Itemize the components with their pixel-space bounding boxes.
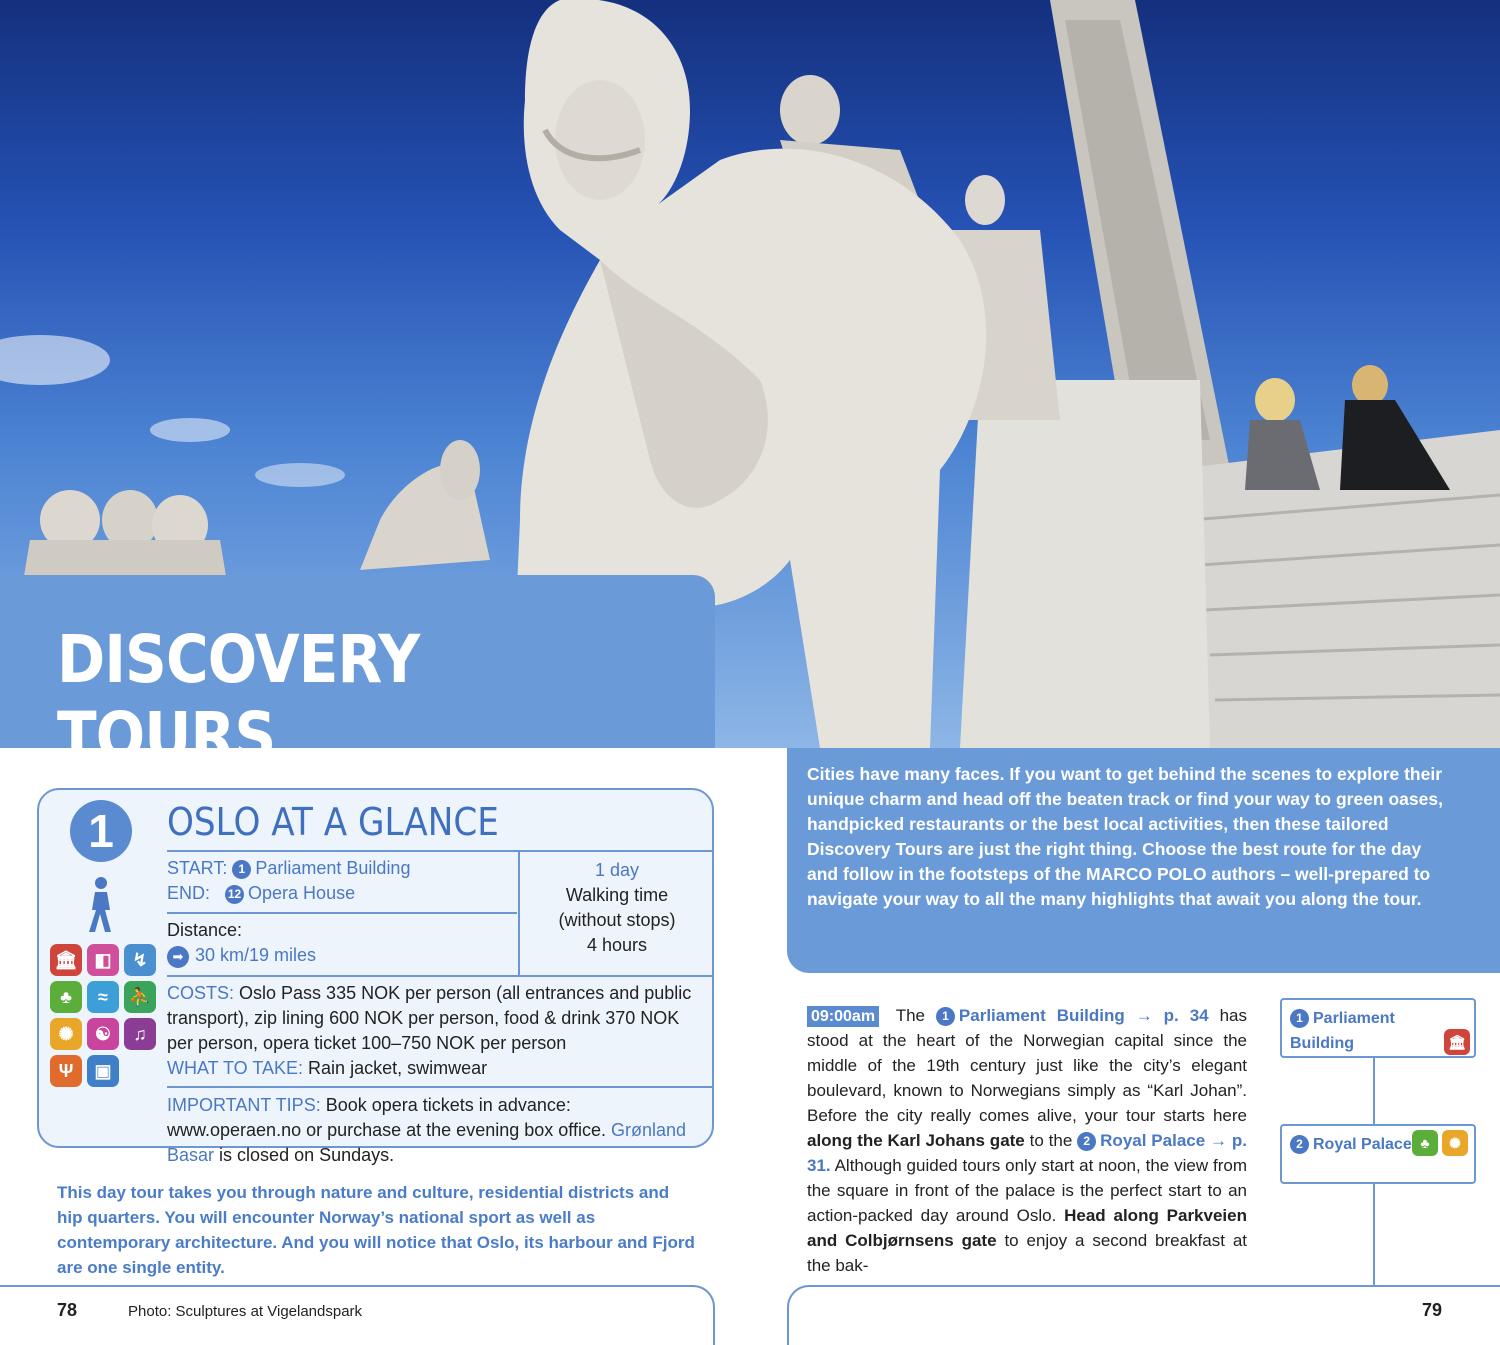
- tips-link[interactable]: Grønland Basar: [167, 1120, 687, 1165]
- route-stop-1: [1280, 998, 1476, 1058]
- start-value: Parliament Building: [255, 858, 411, 878]
- music-icon: ♫: [124, 1018, 156, 1050]
- sightseeing-icon: ✺: [1442, 1130, 1468, 1156]
- stop-number: 1: [936, 1007, 955, 1026]
- body-text: Although guided tours only start at noon, the view from the square in front of the palace is the perfect start to an action-packed day around Oslo.: [807, 1156, 1247, 1225]
- wellness-icon: ☯: [87, 1018, 119, 1050]
- costs-row: [167, 981, 707, 1056]
- divider: [167, 912, 517, 914]
- route-stop-number: 1: [1290, 1009, 1309, 1028]
- page-ref[interactable]: → p. 34: [1135, 1006, 1209, 1025]
- route-line: [1373, 1058, 1375, 1124]
- tour-info-box: [37, 788, 714, 1165]
- body-bold: Head along Parkveien and Colbjørnsens gate: [807, 1206, 1247, 1250]
- walking-person-icon: [83, 876, 119, 934]
- tram-icon: ▣: [87, 1055, 119, 1087]
- duration: 1 day: [594, 860, 640, 880]
- distance-label: Distance:: [167, 920, 243, 940]
- sightseeing-icon: ✺: [50, 1018, 82, 1050]
- tips-value: Book opera tickets in advance: www.operaen.no or purchase at the evening box office.: [167, 1095, 606, 1140]
- museum-icon: 🏛: [50, 944, 82, 976]
- costs-value: Oslo Pass 335 NOK per person (all entrances and public transport), zip lining 600 NOK per person, food & drink 370 NOK per person, opera ticket 100–750 NOK per person: [167, 983, 692, 1053]
- take-row: [167, 1056, 487, 1081]
- swimming-icon: ≈: [87, 981, 119, 1013]
- body-text: to the: [1029, 1131, 1073, 1150]
- tour-body-text: [807, 1003, 1247, 1278]
- end-label: END:: [167, 883, 211, 903]
- tour-intro: This day tour takes you through nature and culture, residential districts and hip quarters. You will encounter Norway’s national sport as well as contemporary architecture. And you will notice that Oslo, its harbour and Fjord are one single entity.: [57, 1183, 695, 1277]
- walking-label: Walking time: [565, 885, 669, 905]
- tour-title: OSLO AT A GLANCE: [167, 800, 499, 844]
- route-stop-name: Parliament: [1313, 1010, 1395, 1027]
- start-row: [167, 856, 410, 881]
- stop-link[interactable]: Royal Palace: [1100, 1131, 1206, 1150]
- walking-hours: 4 hours: [586, 935, 648, 955]
- route-stop-1-label: [1290, 1006, 1395, 1056]
- activity-icon: ↯: [124, 944, 156, 976]
- duration-cell: [520, 858, 714, 958]
- walking-icon: ⛹: [124, 981, 156, 1013]
- tour-number-badge: 1: [70, 800, 132, 862]
- divider: [167, 1086, 714, 1088]
- divider: [167, 975, 714, 977]
- end-value: Opera House: [248, 883, 356, 903]
- page-number-left: 78: [57, 1300, 78, 1320]
- time-badge: 09:00am: [807, 1006, 879, 1027]
- route-line: [1373, 1184, 1375, 1285]
- take-value: Rain jacket, swimwear: [308, 1058, 488, 1078]
- tips-label: IMPORTANT TIPS:: [167, 1095, 321, 1115]
- museum-icon: 🏛: [1444, 1029, 1470, 1055]
- photo-caption: Photo: Sculptures at Vigelandspark: [128, 1303, 363, 1320]
- tips-row: [167, 1093, 707, 1168]
- start-label: START:: [167, 858, 228, 878]
- stop-link[interactable]: Parliament Building: [958, 1006, 1125, 1025]
- body-text: The: [895, 1006, 925, 1025]
- arrow-right-icon: ➡: [167, 946, 189, 968]
- route-stop-2-label: [1290, 1132, 1412, 1157]
- discovery-intro-box: [787, 748, 1500, 973]
- section-title-box: [0, 575, 715, 775]
- walking-note: (without stops): [558, 910, 676, 930]
- route-stop-2: [1280, 1124, 1476, 1184]
- stop-number: 2: [1077, 1132, 1096, 1151]
- start-number: 1: [232, 860, 251, 879]
- route-stop-name: Royal Palace: [1313, 1136, 1412, 1153]
- section-title: DISCOVERY TOURS: [57, 621, 420, 775]
- park-icon: ♣: [50, 981, 82, 1013]
- take-label: WHAT TO TAKE:: [167, 1058, 304, 1078]
- end-row: [167, 881, 355, 906]
- distance-row: [167, 943, 316, 968]
- footer-right: [787, 1285, 1500, 1345]
- page-number-right: 79: [1422, 1300, 1443, 1320]
- divider: [167, 850, 714, 852]
- route-stop-number: 2: [1290, 1135, 1309, 1154]
- page-ref[interactable]: → p. 31.: [807, 1131, 1248, 1175]
- body-text: has stood at the heart of the Norwegian capital since the middle of the 19th century just like the city’s elegant boulevard, known to Norwegians simply as “Karl Johan”. Before the city really comes alive, your tour starts here: [807, 1006, 1247, 1125]
- shopping-icon: ◧: [87, 944, 119, 976]
- route-stop-name: Building: [1290, 1035, 1354, 1052]
- body-bold: along the Karl Johans gate: [807, 1131, 1025, 1150]
- park-icon: ♣: [1412, 1130, 1438, 1156]
- discovery-intro-text: Cities have many faces. If you want to get behind the scenes to explore their unique charm and head off the beaten track or find your way to green oases, handpicked restaurants or the best local activities, then these tailored Discovery Tours are just the right thing. Choose the best route for the day and follow in the footsteps of the MARCO POLO authors – well-prepared to navigate your way to all the many highlights that await you along the tour.: [807, 764, 1443, 909]
- food-icon: Ψ: [50, 1055, 82, 1087]
- body-text: to enjoy a second breakfast at the bak-: [807, 1231, 1247, 1275]
- costs-label: COSTS:: [167, 983, 235, 1003]
- distance-value: 30 km/19 miles: [195, 945, 317, 965]
- end-number: 12: [225, 885, 244, 904]
- tips-value-end: is closed on Sundays.: [219, 1145, 395, 1165]
